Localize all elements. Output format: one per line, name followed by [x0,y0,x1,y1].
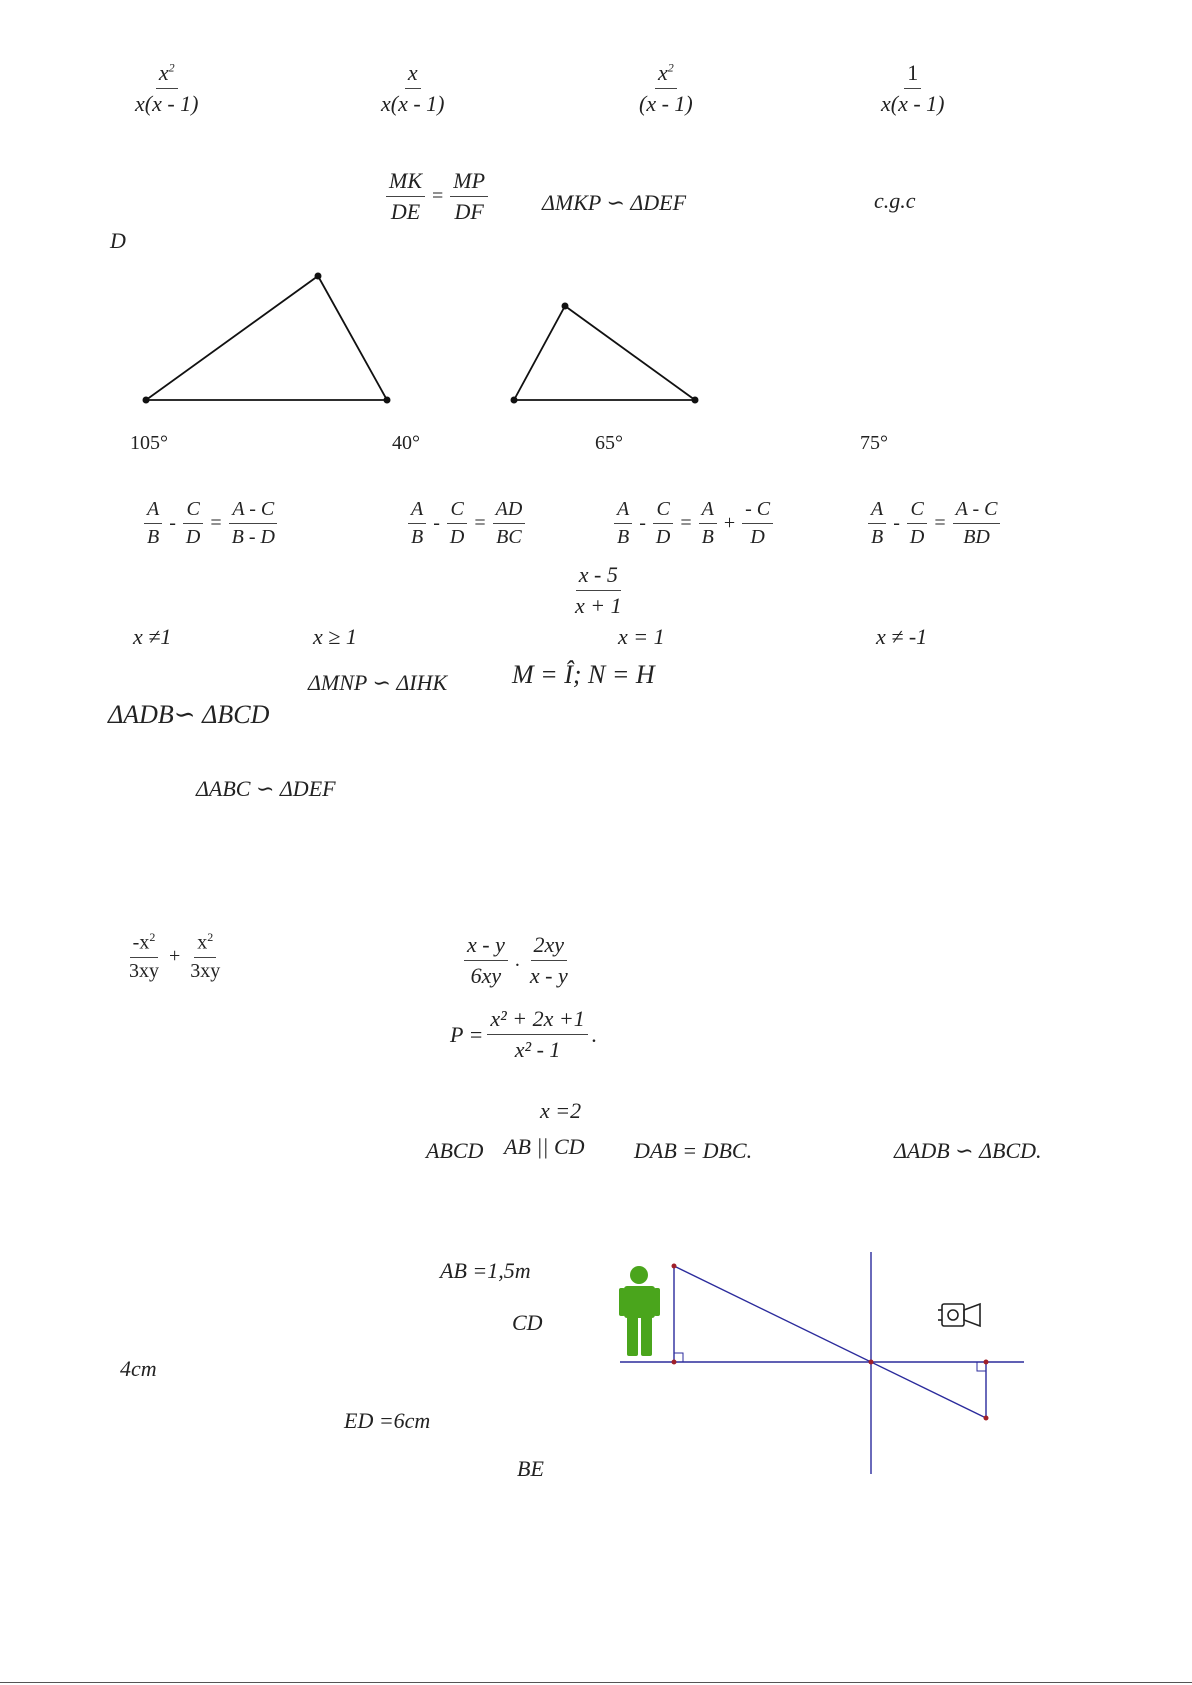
angle-option-3: 65° [595,432,623,454]
angle-option-4: 75° [860,432,888,454]
p-expression: P = $\frac{\text{x² + 2x +1}}{\text{x² - 1}}$ . [450,1006,598,1062]
similar-mnp-ihk: ΔMNP ∽ ΔIHK [308,670,448,695]
similar-adb-bcd: ΔADB∽ ΔBCD [108,700,270,729]
angle-dab-dbc: DAB = DBC. [634,1138,753,1163]
point-dot [869,1360,874,1365]
similar-mkp-def: ΔMKP ∽ ΔDEF [542,190,687,215]
similar-adb-bcd-2: ΔADB ∽ ΔBCD. [894,1138,1042,1163]
ab-length: AB =1,5m [440,1258,531,1283]
option-frac-2: $\frac{A}{B}$ - $\frac{C}{D}$ = $\frac{AD}{BC}$ [408,498,525,549]
product-of-fractions: $\frac{x - y}{6xy}$ . $\frac{2xy}{x - y}$ [464,932,571,989]
ed-length: ED =6cm [344,1408,431,1433]
bottom-rule [0,1682,1192,1683]
option-d-label: D [110,228,126,253]
option-a-3: $\frac{x^2}{(x - 1)}$ [639,60,693,116]
x-value: x =2 [540,1098,582,1123]
option-a-4: $\frac{1}{x(x - 1)}$ [881,60,945,116]
four-cm: 4cm [120,1356,157,1381]
point-dot [672,1264,677,1269]
point-dot [984,1360,989,1365]
option-frac-1: $\frac{A}{B}$ - $\frac{C}{D}$ = $\frac{A - C}{B - D}$ [144,498,278,549]
angle-option-2: 40° [392,432,420,454]
ray-line [674,1266,986,1418]
sum-of-fractions: $\frac{-x^2}{3xy}$ + $\frac{x^2}{3xy}$ [129,930,221,982]
option-frac-4: $\frac{A}{B}$ - $\frac{C}{D}$ = $\frac{A - C}{BD}$ [868,498,1000,549]
be-label: BE [517,1456,544,1481]
fraction-x-minus-5: $\frac{x - 5}{x + 1}$ [575,562,622,618]
option-frac-3: $\frac{A}{B}$ - $\frac{C}{D}$ = $\frac{A}{B}$ + $\frac{- C}{D}$ [614,498,773,549]
ratio-equation: $\frac{MK}{DE}$ = $\frac{MP}{DF}$ [386,168,488,225]
point-dot [984,1416,989,1421]
condition-option-2: x ≥ 1 [313,624,357,649]
case-cgc: c.g.c [874,188,916,213]
similar-abc-def: ΔABC ∽ ΔDEF [196,776,336,801]
condition-option-4: x ≠ -1 [876,624,928,649]
condition-option-3: x = 1 [618,624,665,649]
quad-abcd: ABCD [426,1138,484,1163]
parallel-ab-cd: AB || CD [504,1134,585,1159]
cd-label: CD [512,1310,543,1335]
option-a-1: $\frac{x^2}{x(x - 1)}$ [135,60,199,116]
camera-icon [938,1304,980,1326]
angle-equalities: M = Î; N = H [512,660,655,689]
person-icon [619,1266,660,1356]
angle-option-1: 105° [130,432,168,454]
option-a-2: $\frac{x}{x(x - 1)}$ [381,60,445,116]
point-dot [672,1360,677,1365]
condition-option-1: x ≠1 [133,624,172,649]
